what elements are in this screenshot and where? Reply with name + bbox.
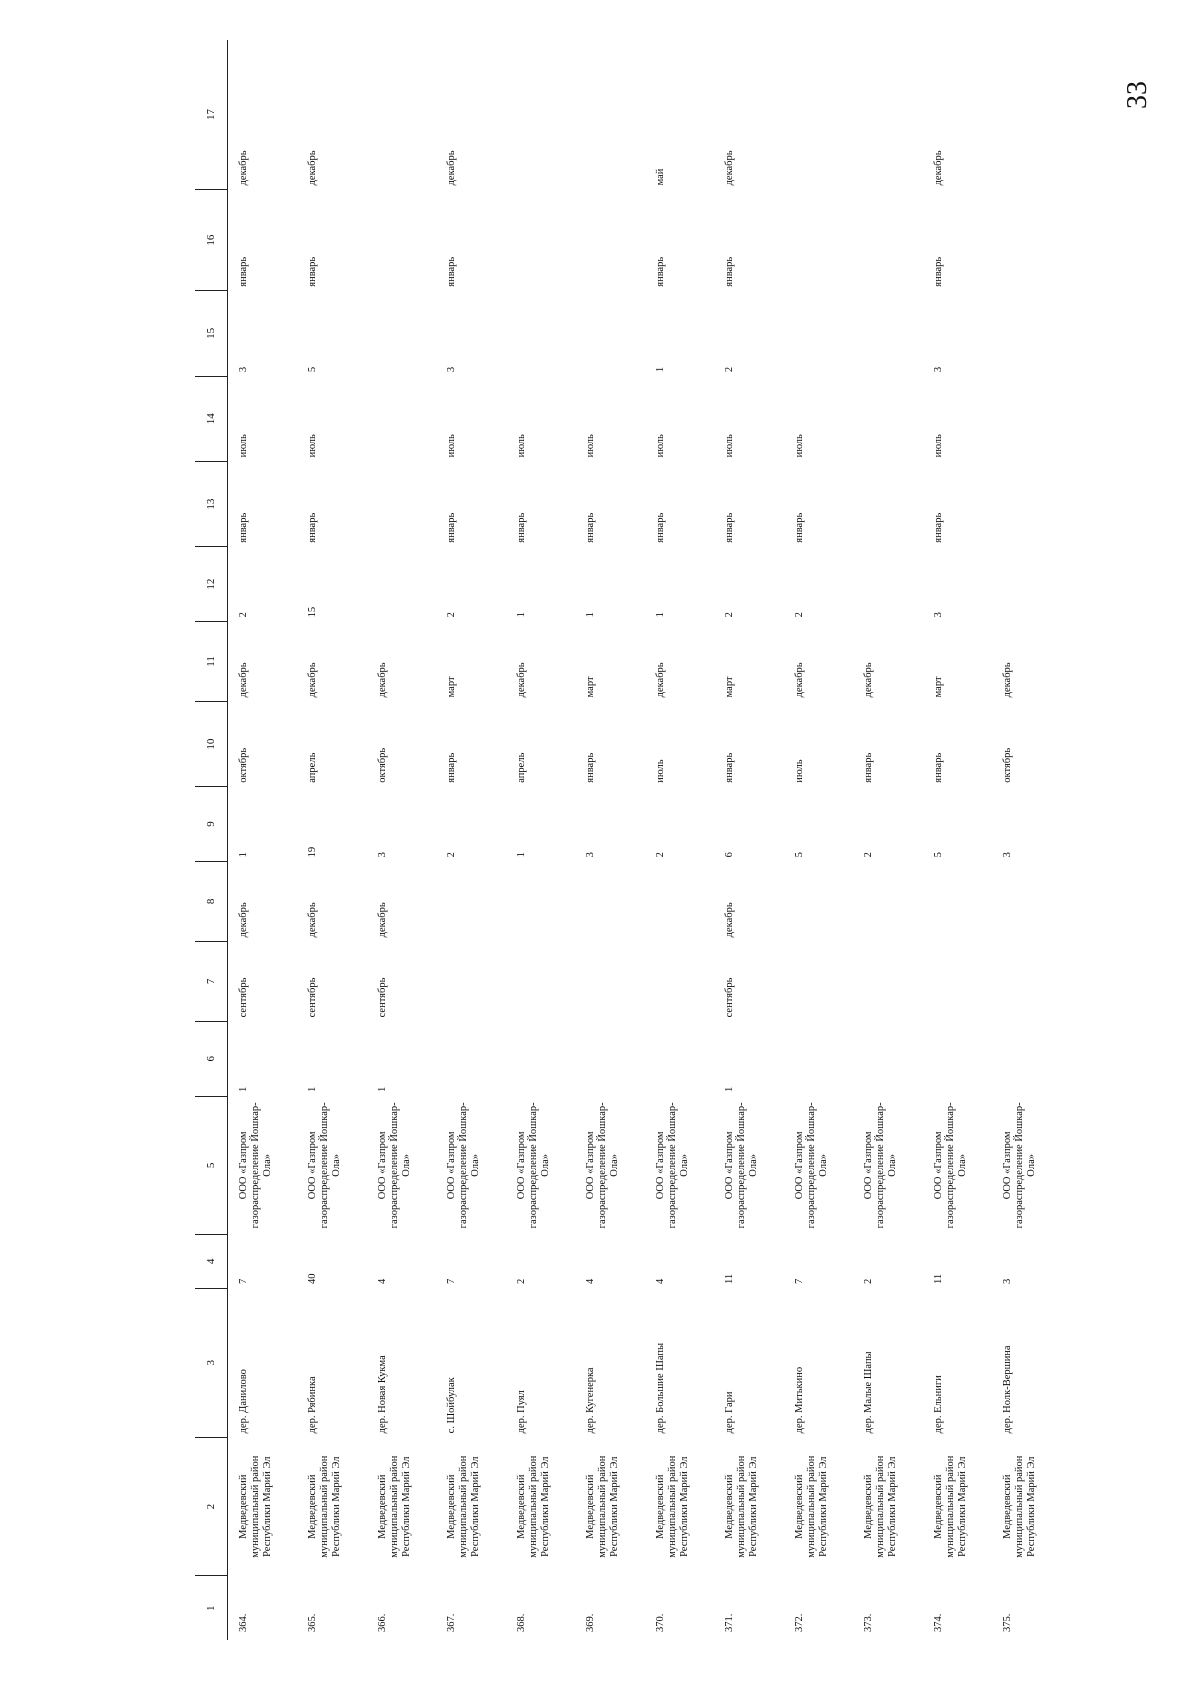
row-number: 375.: [1002, 1613, 1013, 1632]
c9-cell: 3: [585, 852, 596, 858]
table-row: [297, 40, 367, 1640]
c14-cell: июль: [446, 434, 457, 458]
row-number: 365.: [307, 1613, 318, 1632]
district-cell: Медведевский муниципальный район Республики Марий Эл: [1002, 1455, 1038, 1558]
c14-cell: июль: [724, 434, 735, 458]
c7-cell: сентябрь: [376, 977, 388, 1018]
c17-cell: декабрь: [932, 150, 944, 186]
organization-cell: ООО «Газпром газораспределение Йошкар-Ола»: [307, 1102, 343, 1229]
c11-cell: декабрь: [654, 662, 666, 698]
c6-cell: [506, 1021, 576, 1096]
c16-cell: [506, 189, 576, 290]
table-row: [645, 40, 715, 1640]
c10-cell: январь: [446, 752, 457, 783]
c15-cell: 1: [654, 366, 666, 373]
district-cell: Медведевский муниципальный район Республики Марий Эл: [932, 1455, 968, 1558]
c17-cell: декабрь: [307, 150, 318, 186]
c10-cell: апрель: [515, 752, 527, 783]
c13-cell: январь: [724, 512, 735, 543]
c17-cell: май: [654, 168, 666, 186]
c9-cell: 6: [724, 852, 735, 858]
column-header: 1: [195, 1576, 228, 1640]
c6-cell: 1: [376, 1086, 388, 1093]
column-header: 8: [195, 861, 228, 941]
c11-cell: декабрь: [863, 662, 874, 698]
c15-cell: [575, 291, 645, 376]
c9-cell: 2: [863, 852, 874, 858]
c16-cell: [853, 189, 923, 290]
row-number: 374.: [932, 1613, 944, 1632]
c12-cell: 2: [793, 612, 805, 618]
organization-cell: ООО «Газпром газораспределение Йошкар-Ола»: [446, 1102, 482, 1229]
c8-cell: [784, 861, 854, 941]
c6-cell: [923, 1021, 993, 1096]
column-header: 14: [195, 376, 228, 461]
c6-cell: [436, 1021, 506, 1096]
c11-cell: декабрь: [793, 662, 805, 698]
c11-cell: декабрь: [376, 662, 388, 698]
c12-cell: [367, 547, 437, 622]
c9-cell: 1: [515, 852, 527, 858]
row-number: 370.: [654, 1613, 666, 1632]
schedule-table: [195, 40, 1062, 1640]
c9-cell: 19: [307, 846, 318, 858]
c7-cell: сентябрь: [724, 977, 735, 1018]
c11-cell: март: [446, 676, 457, 698]
organization-cell: ООО «Газпром газораспределение Йошкар-Ола»: [724, 1102, 760, 1229]
c6-cell: [853, 1021, 923, 1096]
c15-cell: 3: [238, 366, 249, 373]
c8-cell: [506, 861, 576, 941]
column-header: 17: [195, 40, 228, 189]
c12-cell: 1: [585, 612, 596, 618]
column-header: 3: [195, 1288, 228, 1437]
c17-cell: декабрь: [446, 150, 457, 186]
c10-cell: октябрь: [376, 747, 388, 783]
c12-cell: 1: [515, 612, 527, 618]
table-row: [923, 40, 993, 1640]
c6-cell: [645, 1021, 715, 1096]
c14-cell: июль: [932, 434, 944, 458]
c12-cell: 15: [307, 606, 318, 618]
c11-cell: декабрь: [307, 662, 318, 698]
count-cell: 7: [238, 1278, 249, 1285]
c10-cell: июль: [793, 759, 805, 783]
table-row: [228, 40, 298, 1640]
table-row: [784, 40, 854, 1640]
c8-cell: декабрь: [307, 902, 318, 938]
organization-cell: ООО «Газпром газораспределение Йошкар-Ола»: [238, 1102, 274, 1229]
c17-cell: [853, 40, 923, 189]
settlement-cell: дер. Гари: [724, 1391, 735, 1434]
count-cell: 40: [307, 1273, 318, 1285]
district-cell: Медведевский муниципальный район Республики Марий Эл: [238, 1455, 274, 1558]
count-cell: 7: [793, 1278, 805, 1285]
district-cell: Медведевский муниципальный район Республики Марий Эл: [654, 1455, 690, 1558]
district-cell: Медведевский муниципальный район Республики Марий Эл: [307, 1455, 343, 1558]
row-number: 371.: [724, 1613, 735, 1632]
column-header: 7: [195, 941, 228, 1021]
organization-cell: ООО «Газпром газораспределение Йошкар-Ола»: [585, 1102, 621, 1229]
table-row: [714, 40, 784, 1640]
row-number: 373.: [863, 1613, 874, 1632]
c12-cell: 2: [238, 612, 249, 618]
c7-cell: [853, 941, 923, 1021]
column-header: 2: [195, 1437, 228, 1576]
column-header: 15: [195, 291, 228, 376]
c14-cell: июль: [585, 434, 596, 458]
c17-cell: [992, 40, 1062, 189]
column-header: 12: [195, 547, 228, 622]
c12-cell: 2: [724, 612, 735, 618]
settlement-cell: дер. Рябинка: [307, 1376, 318, 1434]
row-number: 368.: [515, 1613, 527, 1632]
page-number: 33: [1122, 81, 1153, 109]
c11-cell: март: [585, 676, 596, 698]
c12-cell: 1: [654, 612, 666, 618]
rotated-table-container: [195, 40, 1195, 1640]
count-cell: 11: [932, 1273, 944, 1285]
c13-cell: январь: [793, 512, 805, 543]
c14-cell: [367, 376, 437, 461]
district-cell: Медведевский муниципальный район Республики Марий Эл: [724, 1455, 760, 1558]
c9-cell: 1: [238, 852, 249, 858]
c10-cell: январь: [863, 752, 874, 783]
c7-cell: [645, 941, 715, 1021]
c16-cell: [992, 189, 1062, 290]
c15-cell: [784, 291, 854, 376]
organization-cell: ООО «Газпром газораспределение Йошкар-Ола»: [515, 1102, 551, 1229]
c14-cell: июль: [793, 434, 805, 458]
c11-cell: декабрь: [238, 662, 249, 698]
c16-cell: [575, 189, 645, 290]
c17-cell: [367, 40, 437, 189]
c15-cell: [506, 291, 576, 376]
c13-cell: январь: [515, 512, 527, 543]
c10-cell: июль: [654, 759, 666, 783]
c15-cell: 2: [724, 366, 735, 373]
table-row: [853, 40, 923, 1640]
column-header: 13: [195, 461, 228, 546]
c6-cell: 1: [307, 1086, 318, 1093]
c9-cell: 2: [446, 852, 457, 858]
c8-cell: [645, 861, 715, 941]
c9-cell: 5: [932, 852, 944, 858]
c8-cell: [923, 861, 993, 941]
c7-cell: [575, 941, 645, 1021]
district-cell: Медведевский муниципальный район Республики Марий Эл: [793, 1455, 829, 1558]
settlement-cell: дер. Митькино: [793, 1366, 805, 1434]
count-cell: 2: [863, 1278, 874, 1285]
column-header: 4: [195, 1235, 228, 1288]
c16-cell: январь: [307, 256, 318, 287]
count-cell: 4: [654, 1278, 666, 1285]
c13-cell: [367, 461, 437, 546]
count-cell: 3: [1002, 1278, 1013, 1285]
c10-cell: январь: [585, 752, 596, 783]
c14-cell: июль: [515, 434, 527, 458]
c9-cell: 3: [1002, 852, 1013, 858]
settlement-cell: дер. Кугенерка: [585, 1367, 596, 1434]
settlement-cell: дер. Ельниги: [932, 1375, 944, 1434]
organization-cell: ООО «Газпром газораспределение Йошкар-Ола»: [376, 1102, 412, 1229]
table-row: [506, 40, 576, 1640]
c7-cell: [436, 941, 506, 1021]
c7-cell: [784, 941, 854, 1021]
c13-cell: [992, 461, 1062, 546]
c10-cell: апрель: [307, 752, 318, 783]
c7-cell: [506, 941, 576, 1021]
c8-cell: декабрь: [238, 902, 249, 938]
c9-cell: 3: [376, 852, 388, 858]
c15-cell: 5: [307, 366, 318, 373]
c15-cell: [853, 291, 923, 376]
c14-cell: июль: [654, 434, 666, 458]
row-number: 366.: [376, 1613, 388, 1632]
settlement-cell: дер. Новая Кукма: [376, 1355, 388, 1434]
c13-cell: январь: [932, 512, 944, 543]
c17-cell: [575, 40, 645, 189]
c12-cell: [992, 547, 1062, 622]
c10-cell: январь: [932, 752, 944, 783]
settlement-cell: дер. Нолк-Вершина: [1002, 1345, 1013, 1434]
c7-cell: сентябрь: [307, 977, 318, 1018]
c13-cell: январь: [654, 512, 666, 543]
c14-cell: июль: [238, 434, 249, 458]
c15-cell: [992, 291, 1062, 376]
c11-cell: декабрь: [515, 662, 527, 698]
row-number: 364.: [238, 1613, 249, 1632]
c6-cell: [784, 1021, 854, 1096]
c7-cell: сентябрь: [238, 977, 249, 1018]
district-cell: Медведевский муниципальный район Республики Марий Эл: [863, 1455, 899, 1558]
c17-cell: декабрь: [724, 150, 735, 186]
c6-cell: [992, 1021, 1062, 1096]
c17-cell: [784, 40, 854, 189]
c15-cell: 3: [932, 366, 944, 373]
c16-cell: [367, 189, 437, 290]
c13-cell: январь: [238, 512, 249, 543]
c14-cell: [992, 376, 1062, 461]
count-cell: 4: [585, 1278, 596, 1285]
table-row: [436, 40, 506, 1640]
c14-cell: [853, 376, 923, 461]
settlement-cell: дер. Малые Шапы: [863, 1351, 874, 1434]
c12-cell: 2: [446, 612, 457, 618]
count-cell: 2: [515, 1278, 527, 1285]
district-cell: Медведевский муниципальный район Республики Марий Эл: [515, 1455, 551, 1558]
row-number: 369.: [585, 1613, 596, 1632]
settlement-cell: с. Шойбулак: [446, 1377, 457, 1434]
c11-cell: март: [932, 676, 944, 698]
c12-cell: [853, 547, 923, 622]
c14-cell: июль: [307, 434, 318, 458]
table-row: [367, 40, 437, 1640]
column-header: 6: [195, 1021, 228, 1096]
column-header: 16: [195, 189, 228, 290]
count-cell: 11: [724, 1273, 735, 1285]
column-header: 11: [195, 621, 228, 701]
c8-cell: [575, 861, 645, 941]
organization-cell: ООО «Газпром газораспределение Йошкар-Ола»: [654, 1102, 690, 1229]
c16-cell: январь: [446, 256, 457, 287]
column-header: 10: [195, 701, 228, 786]
district-cell: Медведевский муниципальный район Республики Марий Эл: [446, 1455, 482, 1558]
c17-cell: [506, 40, 576, 189]
c8-cell: [436, 861, 506, 941]
c8-cell: декабрь: [724, 902, 735, 938]
settlement-cell: дер. Данилово: [238, 1369, 249, 1434]
table-header: [195, 40, 228, 1640]
row-number: 367.: [446, 1613, 457, 1632]
c12-cell: 3: [932, 612, 944, 618]
organization-cell: ООО «Газпром газораспределение Йошкар-Ола»: [1002, 1102, 1038, 1229]
district-cell: Медведевский муниципальный район Республики Марий Эл: [376, 1455, 412, 1558]
column-header: 9: [195, 787, 228, 862]
c16-cell: январь: [932, 256, 944, 287]
c10-cell: январь: [724, 752, 735, 783]
table-body: [228, 40, 1062, 1640]
organization-cell: ООО «Газпром газораспределение Йошкар-Ола»: [863, 1102, 899, 1229]
table-row: [575, 40, 645, 1640]
c16-cell: [784, 189, 854, 290]
district-cell: Медведевский муниципальный район Республики Марий Эл: [585, 1455, 621, 1558]
c10-cell: октябрь: [238, 747, 249, 783]
c11-cell: декабрь: [1002, 662, 1013, 698]
c9-cell: 2: [654, 852, 666, 858]
c7-cell: [992, 941, 1062, 1021]
table-row: [992, 40, 1062, 1640]
c8-cell: [853, 861, 923, 941]
settlement-cell: дер. Пуял: [515, 1390, 527, 1434]
c13-cell: [853, 461, 923, 546]
c16-cell: январь: [654, 256, 666, 287]
c15-cell: [367, 291, 437, 376]
c17-cell: декабрь: [238, 150, 249, 186]
c13-cell: январь: [307, 512, 318, 543]
c16-cell: январь: [724, 256, 735, 287]
count-cell: 7: [446, 1278, 457, 1285]
c13-cell: январь: [446, 512, 457, 543]
c9-cell: 5: [793, 852, 805, 858]
row-number: 372.: [793, 1613, 805, 1632]
header-row: [195, 40, 228, 1640]
c6-cell: 1: [238, 1086, 249, 1093]
count-cell: 4: [376, 1278, 388, 1285]
c13-cell: январь: [585, 512, 596, 543]
c11-cell: март: [724, 676, 735, 698]
settlement-cell: дер. Большие Шапы: [654, 1342, 666, 1434]
organization-cell: ООО «Газпром газораспределение Йошкар-Ола»: [932, 1102, 968, 1229]
c8-cell: [992, 861, 1062, 941]
c15-cell: 3: [446, 366, 457, 373]
column-header: 5: [195, 1096, 228, 1235]
c16-cell: январь: [238, 256, 249, 287]
organization-cell: ООО «Газпром газораспределение Йошкар-Ола»: [793, 1102, 829, 1229]
c6-cell: 1: [724, 1086, 735, 1093]
c7-cell: [923, 941, 993, 1021]
c6-cell: [575, 1021, 645, 1096]
c8-cell: декабрь: [376, 902, 388, 938]
c10-cell: октябрь: [1002, 747, 1013, 783]
